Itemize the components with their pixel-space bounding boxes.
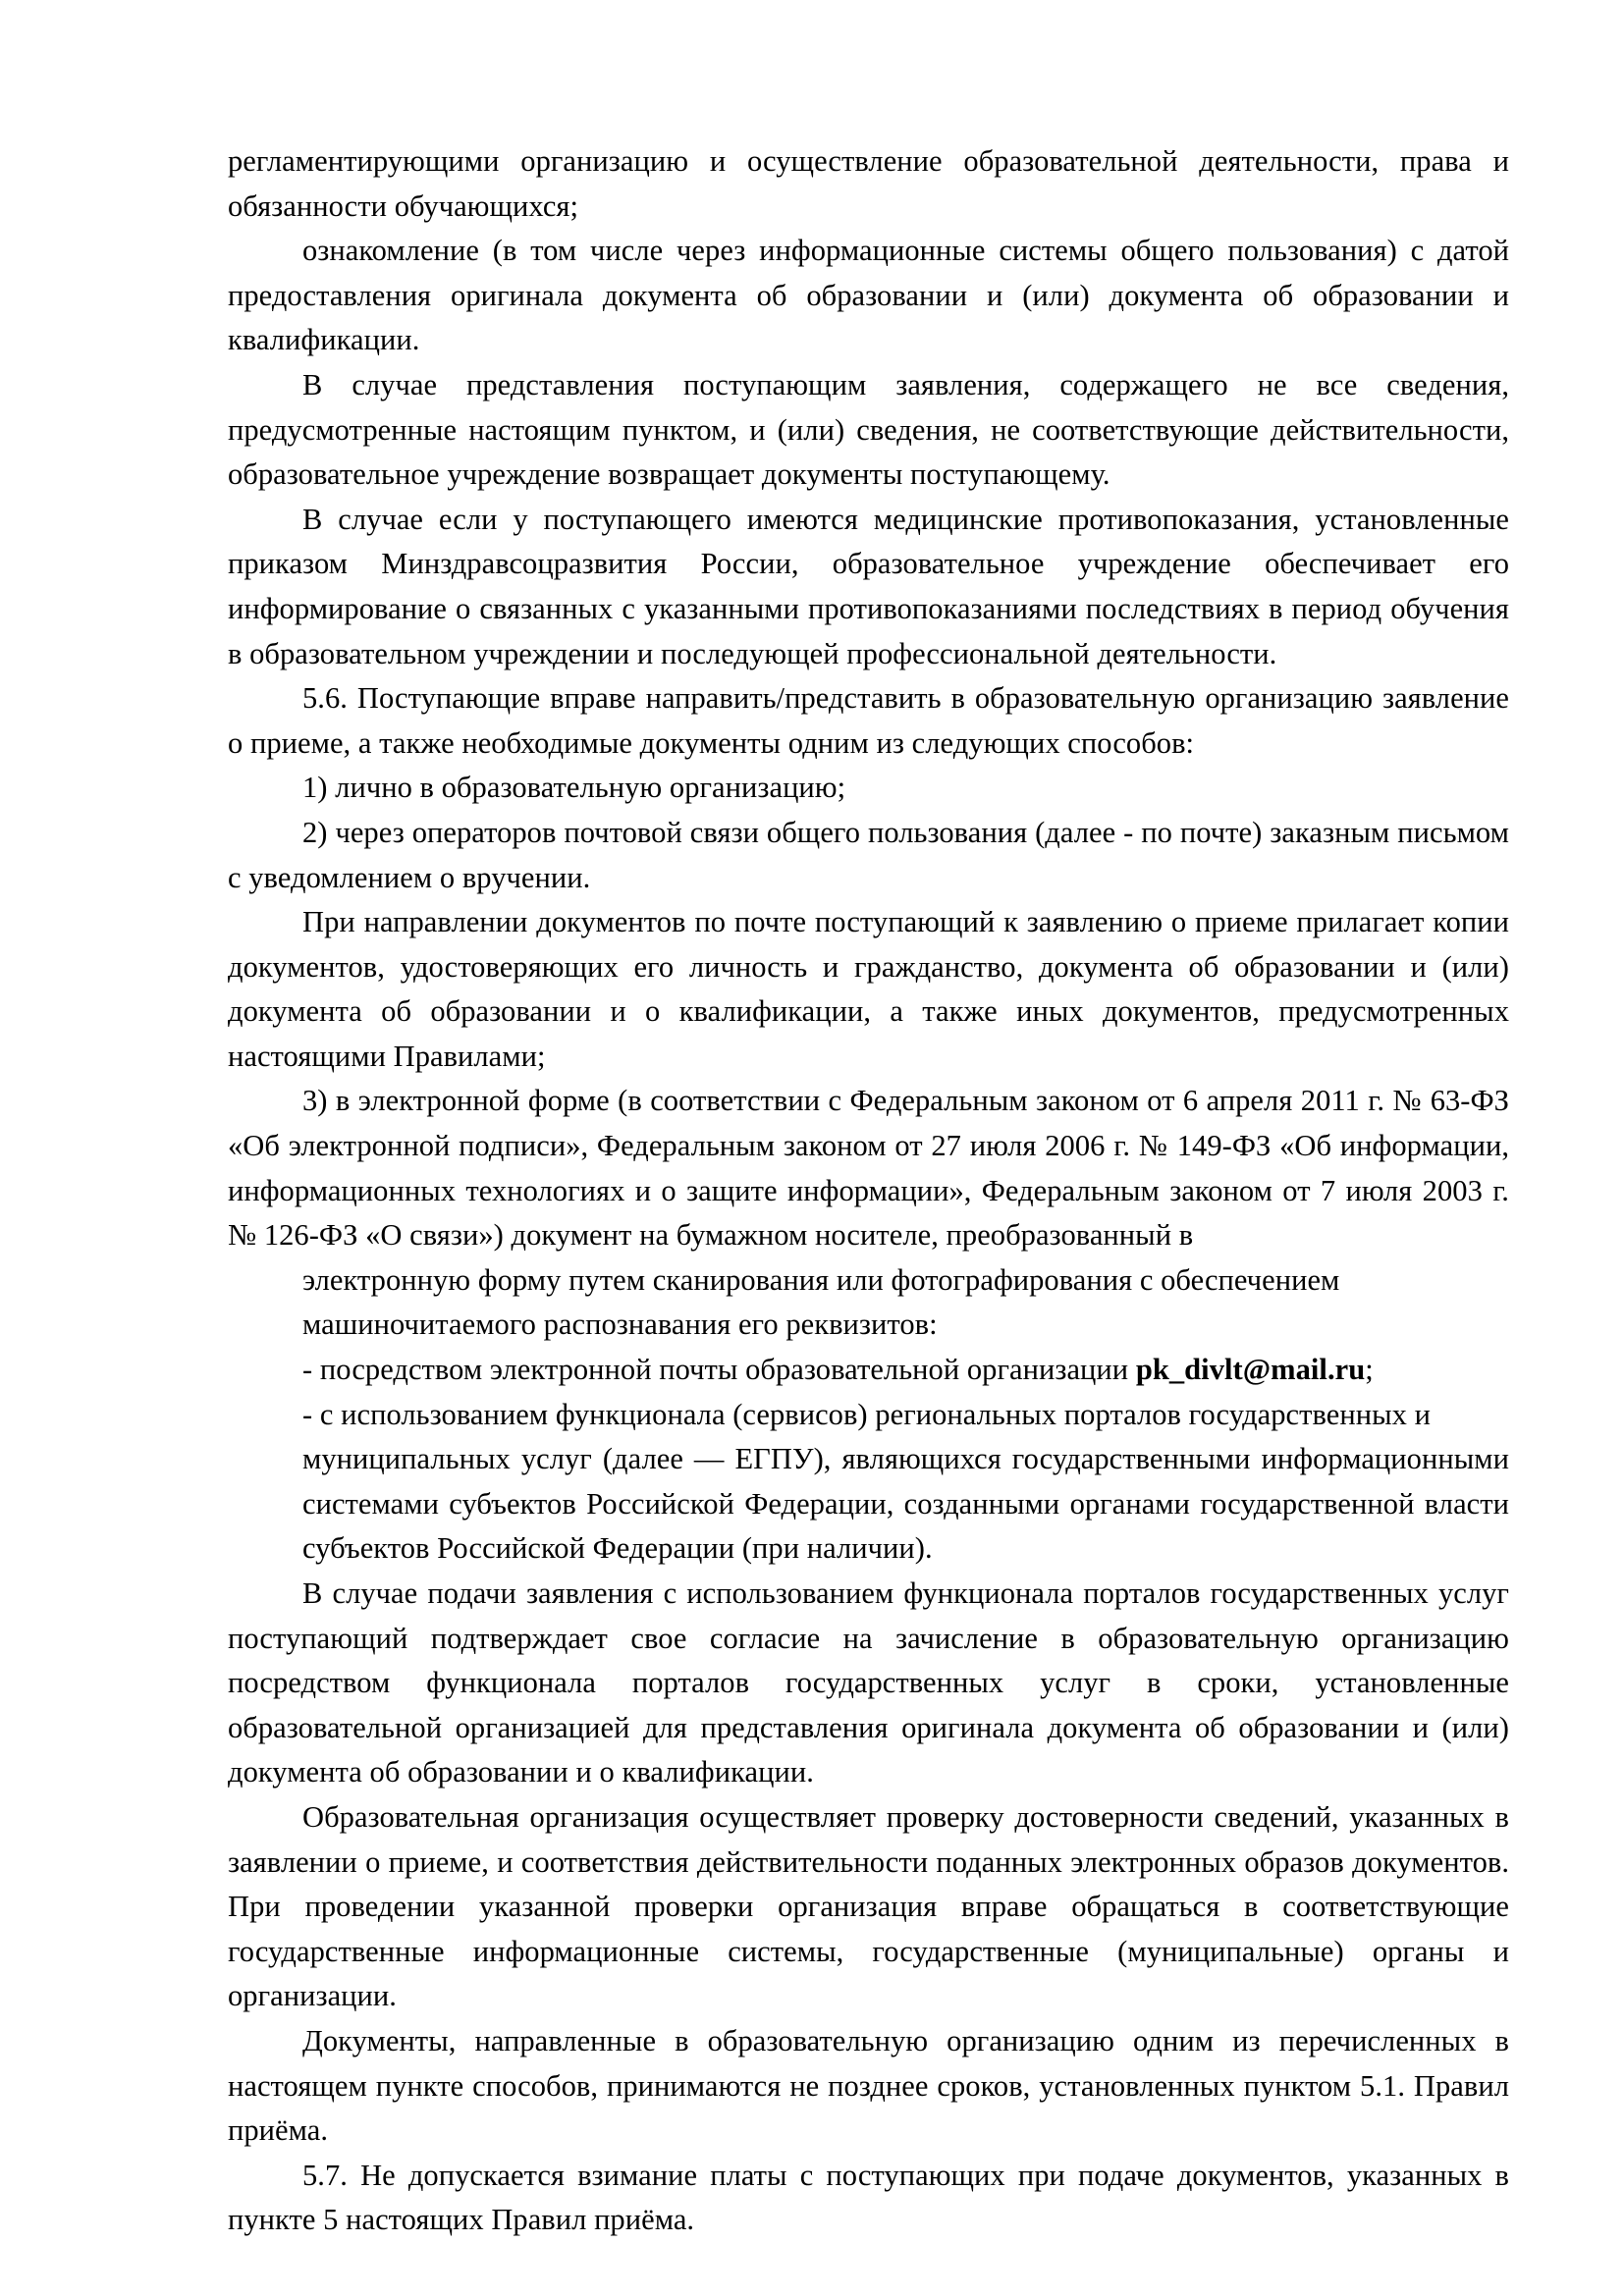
organization-email: pk_divlt@mail.ru xyxy=(1135,1353,1366,1387)
paragraph-municipal-services: муниципальных услуг (далее — ЕГПУ), являющихся государственными информационными системами субъектов Российской Федерации, созданными органами государственной власти субъектов Российской Федерации (при наличии). xyxy=(302,1442,1509,1566)
paragraph-portal-consent: В случае подачи заявления с использованием функционала порталов государственных услуг поступающий подтверждает свое согласие на зачисление в образовательную организацию посредством функционала порталов государственных услуг в сроки, установленные образовательной организацией для представления оригинала документа об образовании и (или) документа об образовании и о квалификации. xyxy=(228,1576,1509,1789)
line-email-submission xyxy=(228,1348,1509,1393)
paragraph-deadlines: Документы, направленные в образовательную организацию одним из перечисленных в настоящем пункте способов, принимаются не позднее сроков, установленных пунктом 5.1. Правил приёма. xyxy=(228,2023,1509,2148)
paragraph-verification: Образовательная организация осуществляет проверку достоверности сведений, указанных в заявлении о приеме, и соответствия действительности поданных электронных образов документов. При проведении указанной проверки организация вправе обращаться в соответствующие государственные информационные системы, государственные (муниципальные) органы и организации. xyxy=(228,1799,1509,2013)
email-line-prefix: - посредством электронной почты образовательной организации xyxy=(302,1353,1136,1387)
list-item-1-in-person: 1) лично в образовательную организацию; xyxy=(302,771,846,805)
clause-5-6: 5.6. Поступающие вправе направить/представить в образовательную организацию заявление о приеме, а также необходимые документы одним из следующих способов: xyxy=(228,681,1509,760)
document-body xyxy=(228,139,1509,2243)
email-line-suffix: ; xyxy=(1365,1353,1374,1387)
line-regional-portals: - с использованием функционала (сервисов) региональных порталов государственных и xyxy=(302,1397,1431,1431)
list-item-2-postal: 2) через операторов почтовой связи общего пользования (далее - по почте) заказным письмом с уведомлением о вручении. xyxy=(228,815,1509,894)
line-electronic-form-scanning: электронную форму путем сканирования или фотографирования с обеспечением xyxy=(302,1262,1340,1297)
paragraph-familiarization: ознакомление (в том числе через информационные системы общего пользования) с датой предоставления оригинала документа об образовании и (или) документа об образовании и квалификации. xyxy=(228,234,1509,357)
list-item-3-electronic: 3) в электронной форме (в соответствии с Федеральным законом от 6 апреля 2011 г. № 63-ФЗ «Об электронной подписи», Федеральным законом от 27 июля 2006 г. № 149-ФЗ «Об информации, информационных технологиях и о защите информации», Федеральным законом от 7 июля 2003 г. № 126-ФЗ «О связи») документ на бумажном носителе, преобразованный в xyxy=(228,1084,1509,1253)
paragraph-postal-attachments: При направлении документов по почте поступающий к заявлению о приеме прилагает копии документов, удостоверяющих его личность и гражданство, документа об образовании и (или) документа об образовании и о квалификации, а также иных документов, предусмотренных настоящими Правилами; xyxy=(228,905,1509,1073)
line-machine-readable: машиночитаемого распознавания его реквизитов: xyxy=(302,1308,938,1342)
paragraph-medical-contraindications: В случае если у поступающего имеются медицинские противопоказания, установленные приказом Минздравсоцразвития России, образовательное учреждение обеспечивает его информирование о связанных с указанными противопоказаниями последствиях в период обучения в образовательном учреждении и последующей профессиональной деятельности. xyxy=(228,502,1509,670)
clause-5-7: 5.7. Не допускается взимание платы с поступающих при подаче документов, указанных в пункте 5 настоящих Правил приёма. xyxy=(228,2158,1509,2237)
paragraph-incomplete-application: В случае представления поступающим заявления, содержащего не все сведения, предусмотренные настоящим пунктом, и (или) сведения, не соответствующие действительности, образовательное учреждение возвращает документы поступающему. xyxy=(228,367,1509,492)
paragraph-continuation: регламентирующими организацию и осуществление образовательной деятельности, права и обязанности обучающихся; xyxy=(228,144,1509,223)
